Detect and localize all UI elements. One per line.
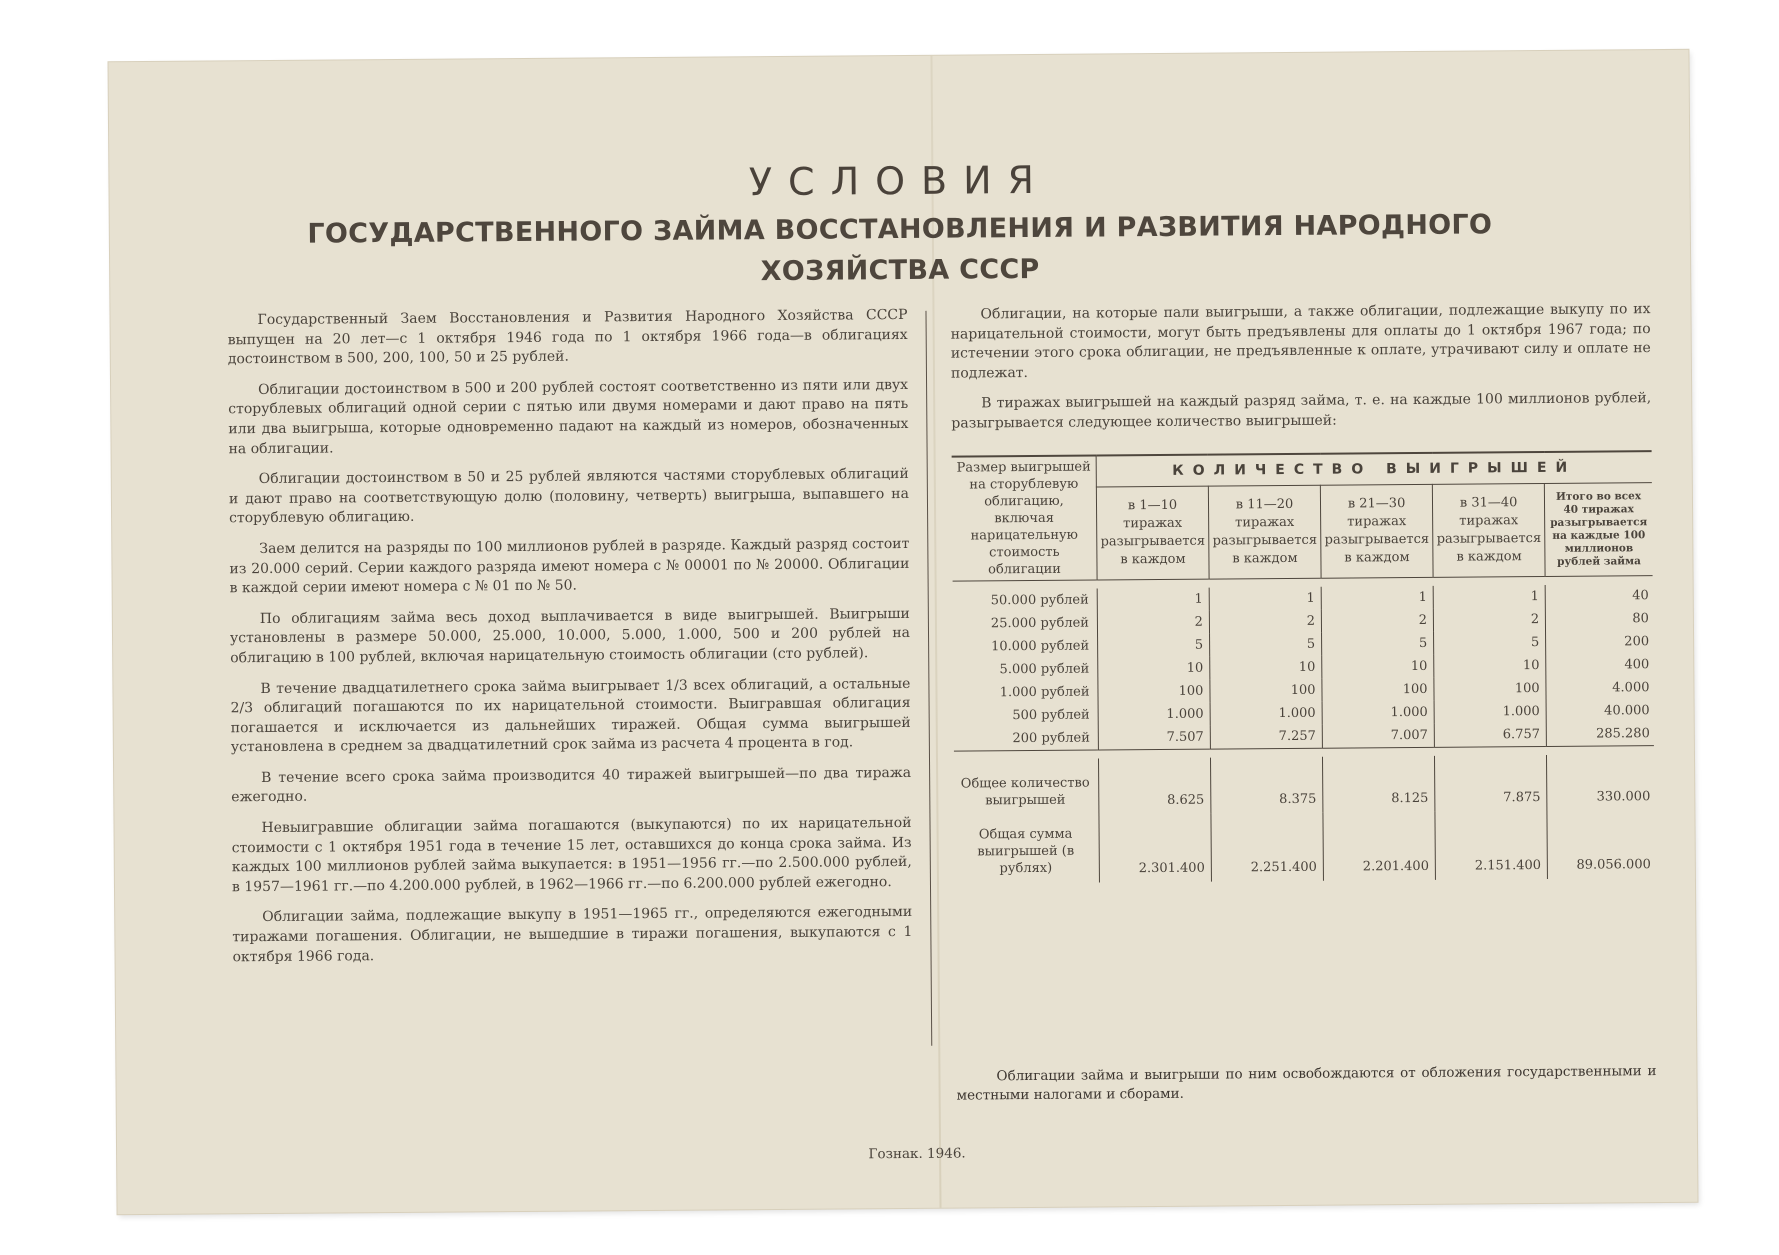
- table-cell: 6.757: [1434, 723, 1546, 747]
- table-cell: 100: [1210, 679, 1322, 703]
- table-cell: 285.280: [1595, 726, 1650, 742]
- table-row-header: Размер выигрышей на сторублевую облигацию, включая нарицательную стоимость облигации: [952, 456, 1097, 581]
- table-cell: 7.507: [1098, 726, 1210, 750]
- table-cell: 2: [1321, 609, 1433, 633]
- table-cell: 40.000: [1604, 703, 1650, 719]
- table-cell: 2.201.400: [1323, 812, 1436, 881]
- table-cell: 1: [1321, 586, 1433, 610]
- table-cell: 5: [1098, 634, 1210, 658]
- paragraph: Невыигравшие облигации займа погашаются (выкупаются) по их нарицательной стоимости с 1 октября 1951 года в течение 15 лет, оставшихся до конца срока займа. Из каждых 100 миллионов рублей займа выкупается: в 1951—1956 гг.—по 2.500.000 рублей, в 1957—1961 гг.—по 4.200.000 рублей, в 1962—1966 гг.—по 6.200.000 рублей ежегодно.: [231, 815, 912, 896]
- table-cell: 1.000: [1098, 703, 1210, 727]
- table-cell: 5: [1322, 632, 1434, 656]
- table-cell: 10: [1434, 654, 1546, 678]
- table-group-header: КОЛИЧЕСТВО ВЫИГРЫШЕЙ: [1096, 452, 1652, 487]
- table-cell: 7.257: [1210, 725, 1322, 749]
- table-cell: 2: [1209, 610, 1321, 634]
- paragraph: В течение двадцатилетнего срока займа выигрывает 1/3 всех облигаций, а остальные 2/3 облигаций погашаются по их нарицательной стоимости. Выигравшая облигация погашается и исключается из дальнейших тиражей. Общая сумма выигрышей установлена в среднем за двадцатилетний срок займа из расчета 4 процента в год.: [230, 675, 911, 756]
- column-divider: [925, 311, 932, 1046]
- table-cell: 1.000: [1210, 702, 1322, 726]
- table-cell: 2: [1097, 611, 1209, 635]
- table-cell: 2.301.400: [1099, 814, 1211, 883]
- table-column-header: в 21—30 тиражах разыгрывается в каждом: [1320, 484, 1433, 578]
- prize-size: 50.000 рублей: [953, 588, 1098, 612]
- paragraph: Государственный Заем Восстановления и Развития Народного Хозяйства СССР выпущен на 20 лет—с 1 октября 1946 года по 1 октября 1966 года—в облигациях достоинством в 500, 200, 100, 50 и 25 рублей.: [227, 306, 908, 368]
- prize-table: [952, 450, 1655, 883]
- table-cell: 1.000: [1322, 701, 1434, 725]
- table-cell: 2: [1433, 608, 1545, 632]
- paragraph: По облигациям займа весь доход выплачивается в виде выигрышей. Выигрыши установлены в размере 50.000, 25.000, 10.000, 5.000, 1.000, 500 и 200 рублей на облигацию в 100 рублей, включая нарицательную стоимость облигации (сто рублей).: [229, 605, 911, 667]
- total-count-label: Общее количество выигрышей: [954, 758, 1099, 815]
- right-column: [950, 300, 1651, 445]
- paragraph: Облигации достоинством в 50 и 25 рублей являются частями сторублевых облигаций и дают право на соответствующую долю (половину, четверть) выигрыша, выпавшего на сторублевую облигацию.: [228, 466, 909, 527]
- table-column-header: в 11—20 тиражах разыгрывается в каждом: [1208, 485, 1321, 579]
- subtitle-line-1: ГОСУДАРСТВЕННОГО ЗАЙМА ВОССТАНОВЛЕНИЯ И РАЗВИТИЯ НАРОДНОГО: [307, 209, 1493, 250]
- table-cell: 330.000: [1596, 789, 1651, 805]
- document-title: УСЛОВИЯ: [748, 157, 1051, 205]
- prize-size: 10.000 рублей: [953, 634, 1098, 658]
- table-column-header: в 31—40 тиражах разыгрывается в каждом: [1432, 483, 1545, 577]
- table-cell: 100: [1322, 678, 1434, 702]
- table-cell: 400: [1624, 657, 1650, 673]
- table-cell: 1: [1097, 588, 1209, 612]
- paragraph: Облигации, на которые пали выигрыши, а также облигации, подлежащие выкупу по их нарицательной стоимости, могут быть предъявлены для оплаты до 1 октября 1967 года; по истечении этого срока облигации, не предъявленные к оплате, утрачивают силу и оплате не подлежат.: [950, 301, 1651, 382]
- prize-size: 500 рублей: [954, 703, 1099, 727]
- paragraph: В тиражах выигрышей на каждый разряд займа, т. е. на каждые 100 миллионов рублей, разыгрывается следующее количество выигрышей:: [951, 390, 1652, 432]
- printer-imprint: Гознак. 1946.: [868, 1145, 966, 1163]
- paragraph: Облигации займа и выигрыши по ним освобождаются от обложения государственными и местными налогами и сборами.: [956, 1063, 1657, 1104]
- table-cell: 200: [1624, 634, 1650, 650]
- table-cell: 7.007: [1322, 724, 1434, 748]
- document-subtitle: [170, 203, 1631, 296]
- prize-size: 200 рублей: [954, 726, 1099, 751]
- prize-size: 1.000 рублей: [953, 680, 1098, 704]
- prize-size: 5.000 рублей: [953, 657, 1098, 681]
- paragraph: Облигации достоинством в 500 и 200 рублей состоят соответственно из пяти или двух сторублевых облигаций одной серии с пятью или двумя номерами и дают право на пять или два выигрыша, которые одновременно падают на каждый из номеров, обозначенных на облигации.: [228, 376, 909, 457]
- table-cell: 89.056.000: [1576, 857, 1651, 873]
- table-cell: 1: [1433, 585, 1545, 609]
- paragraph: Заем делится на разряды по 100 миллионов рублей в разряде. Каждый разряд состоит из 20.000 серий. Серии каждого разряда имеют номера с № 00001 по № 20000. Облигации в каждой серии имеют номера с № 01 по № 50.: [229, 535, 910, 597]
- paragraph: В течение всего срока займа производится 40 тиражей выигрышей—по два тиража ежегодно.: [231, 764, 912, 806]
- table-cell: 8.625: [1098, 758, 1210, 815]
- table-cell: 1.000: [1434, 700, 1546, 724]
- subtitle-line-2: ХОЗЯЙСТВА СССР: [760, 253, 1040, 288]
- tax-exemption-note: [956, 1062, 1656, 1105]
- total-sum-label: Общая сумма выигрышей (в рублях): [954, 814, 1099, 883]
- table-cell: 8.125: [1323, 756, 1435, 813]
- table-cell: 80: [1632, 611, 1649, 627]
- table-cell: 10: [1098, 657, 1210, 681]
- table-cell: 100: [1098, 680, 1210, 704]
- table-cell: 8.375: [1210, 757, 1322, 814]
- total-count-row: [954, 754, 1654, 815]
- table-column-header-total: Итого во всех 40 тиражах разыгрывается на каждые 100 миллионов рублей займа: [1550, 490, 1648, 568]
- left-column: [227, 306, 912, 979]
- table-cell: 7.875: [1435, 755, 1547, 812]
- total-sum-row: [954, 810, 1655, 883]
- table-cell: 2.251.400: [1211, 813, 1324, 882]
- table-cell: 10: [1210, 656, 1322, 680]
- table-column-header: в 1—10 тиражах разыгрывается в каждом: [1096, 486, 1209, 580]
- table-cell: 1: [1209, 587, 1321, 611]
- table-cell: 100: [1434, 677, 1546, 701]
- table-cell: 5: [1434, 631, 1546, 655]
- table-cell: 5: [1209, 633, 1321, 657]
- table-cell: 2.151.400: [1435, 811, 1548, 880]
- bond-sheet: [109, 50, 1698, 1214]
- paragraph: Облигации займа, подлежащие выкупу в 1951—1965 гг., определяются ежегодными тиражами погашения. Облигации, не вышедшие в тиражи погашения, выкупаются с 1 октября 1966 года.: [232, 904, 913, 965]
- table-cell: 4.000: [1612, 680, 1650, 696]
- table-cell: 40: [1632, 588, 1649, 604]
- table-cell: 10: [1322, 655, 1434, 679]
- prize-size: 25.000 рублей: [953, 611, 1098, 635]
